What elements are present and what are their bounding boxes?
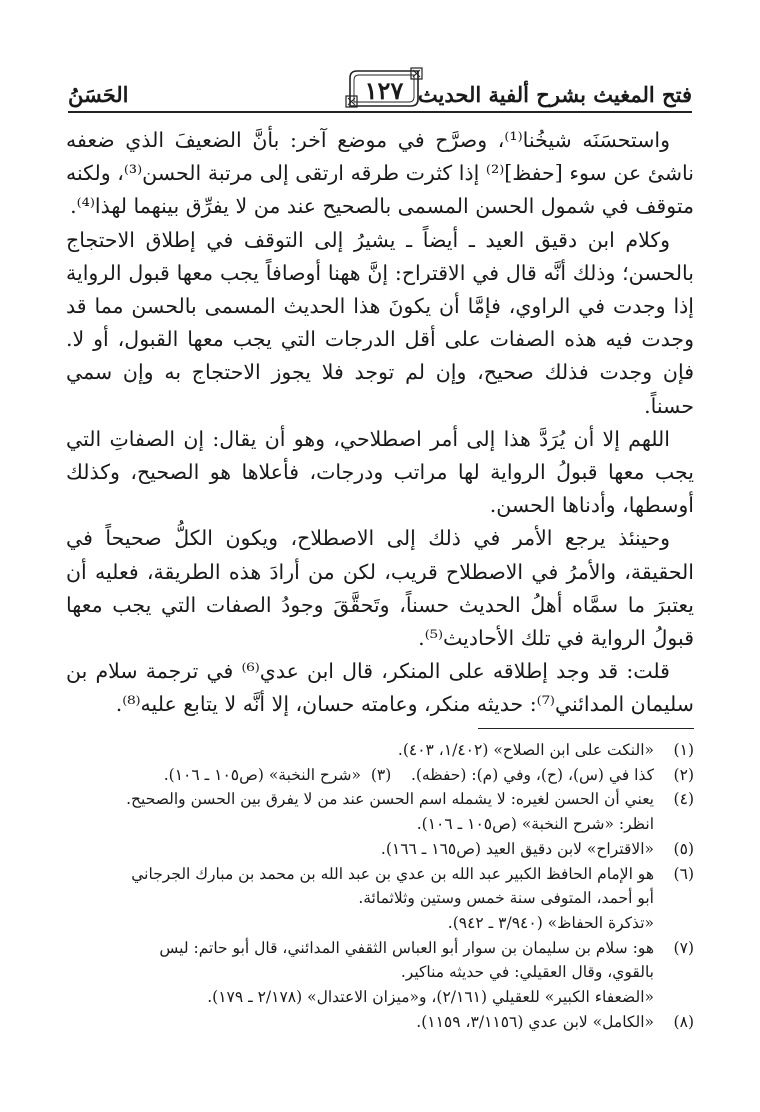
footnote-text: «النكت على ابن الصلاح» (١/٤٠٢، ٤٠٣). [397, 741, 654, 759]
footnote-text: يعني أن الحسن لغيره: لا يشمله اسم الحسن عند من لا يفرق بين الحسن والصحيح. [126, 790, 654, 809]
footnote-text: «الاقتراح» لابن دقيق العيد (ص١٦٥ ـ ١٦٦). [380, 839, 654, 858]
footnote [66, 837, 694, 862]
page-number-frame [344, 66, 424, 110]
page-number: ١٢٧ [364, 76, 404, 105]
footnote-number: (٥) [673, 839, 694, 858]
footnote [66, 787, 694, 836]
footnote-text: كذا في (س)، (ح)، وفي (م): (حفظه). (٣) «شرح النخبة» (ص١٠٥ ـ ١٠٦). [163, 765, 654, 784]
footnote-text: بالقوي، وقال العقيلي: في حديثه مناكير. [400, 963, 654, 982]
footnote [66, 763, 694, 788]
book-title: فتح المغيث بشرح ألفية الحديث [417, 82, 692, 107]
footnote-number: (١) [673, 741, 694, 759]
footnote-number: (٤) [673, 790, 694, 809]
main-text [66, 124, 694, 722]
footnote-text: هو الإمام الحافظ الكبير عبد الله بن عدي بن عبد الله بن محمد بن مبارك الجرجاني [131, 864, 654, 883]
footnote-text: انظر: «شرح النخبة» (ص١٠٥ ـ ١٠٦). [416, 815, 654, 834]
footnote-number: (٧) [673, 938, 694, 957]
footnote-text: هو: سلام بن سليمان بن سوار أبو العباس الثقفي المدائني، قال أبو حاتم: ليس [159, 938, 654, 957]
paragraph: وحينئذ يرجع الأمر في ذلك إلى الاصطلاح، ويكون الكلُّ صحيحاً في الحقيقة، والأمرُ في الاصطلاح قريب، لكن من أرادَ هذه الطريقة، فعليه أن يعتبرَ ما سمَّاه أهلُ الحديث حسناً، وتَحقَّقَ وجودُ الصفات التي يجب معها قبولُ الرواية في تلك الأحاديث⁽⁵⁾. [66, 526, 694, 651]
paragraph: وكلام ابن دقيق العيد ـ أيضاً ـ يشيرُ إلى التوقف في إطلاق الاحتجاج بالحسن؛ وذلك أنَّه قال في الاقتراح: إنَّ ههنا أوصافاً يجب معها قبول الرواية إذا وجدت في الراوي، فإمَّا أن يكونَ هذا الحديث المسمى بالحسن مما قد وجدت فيه هذه الصفات على أقل الدرجات التي يجب معها القبول، أو لا. فإن وجدت فذلك صحيح، وإن لم توجد فلا يجوز الاحتجاج به وإن سمي حسناً. [66, 227, 694, 418]
paragraph: اللهم إلا أن يُرَدَّ هذا إلى أمر اصطلاحي، وهو أن يقال: إن الصفاتِ التي يجب معها قبولُ الرواية لها مراتب ودرجات، فأعلاها هو الصحيح، وكذلك أوسطها، وأدناها الحسن. [66, 426, 694, 518]
footnote [66, 862, 694, 936]
section-title: الحَسَنُ [68, 82, 129, 107]
footnote-divider [478, 728, 694, 729]
footnote [66, 936, 694, 1010]
paragraph: واستحسَنَه شيخُنا⁽¹⁾، وصرَّح في موضع آخر: بأنَّ الضعيفَ الذي ضعفه ناشئ عن سوء [حفظ]⁽²⁾ إذا كثرت طرقه ارتقى إلى مرتبة الحسن⁽³⁾، ولكنه متوقف في شمول الحسن المسمى بالصحيح عند من لا يفرِّق بينهما لهذا⁽⁴⁾. [66, 128, 694, 219]
footnote-number: (٨) [673, 1012, 694, 1031]
footnote-text: «الضعفاء الكبير» للعقيلي (٢/١٦١)، و«ميزان الاعتدال» (٢/١٧٨ ـ ١٧٩). [207, 988, 654, 1007]
paragraph: قلت: قد وجد إطلاقه على المنكر، قال ابن عدي⁽⁶⁾ في ترجمة سلام بن سليمان المدائني⁽⁷⁾: حديثه منكر، وعامته حسان، إلا أنَّه لا يتابع عليه⁽⁸⁾. [66, 659, 694, 717]
footnote-text: «الكامل» لابن عدي (٣/١١٥٦، ١١٥٩). [416, 1012, 654, 1031]
header-divider [68, 111, 692, 113]
footnote-number: (٢) [673, 765, 694, 784]
footnote [66, 738, 694, 763]
footnote [66, 1010, 694, 1035]
footnotes [66, 738, 694, 1034]
footnote-text: أبو أحمد، المتوفى سنة خمس وستين وثلاثمائة. [358, 889, 654, 908]
footnote-text: «تذكرة الحفاظ» (٣/٩٤٠ ـ ٩٤٢). [447, 913, 654, 932]
running-header [68, 66, 692, 116]
footnote-number: (٦) [673, 864, 694, 883]
